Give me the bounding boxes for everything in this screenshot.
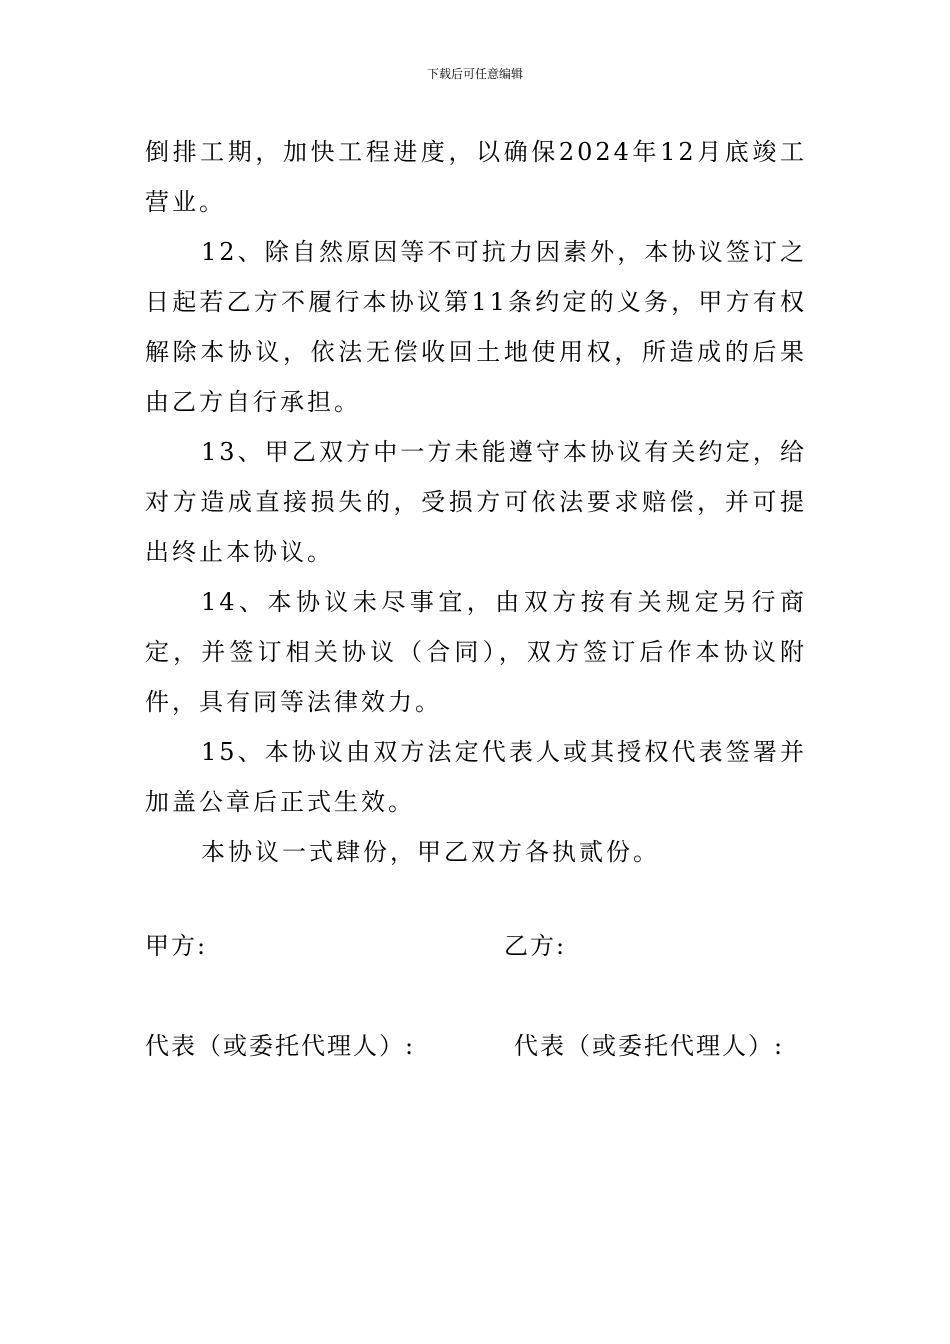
paragraph-continuation: 倒排工期，加快工程进度，以确保2024年12月底竣工营业。 — [145, 138, 807, 216]
clause-15: 15、本协议由双方法定代表人或其授权代表签署并加盖公章后正式生效。 — [145, 738, 807, 816]
party-b-representative-label: 代表（或委托代理人）: — [514, 1032, 785, 1060]
party-a-representative-label: 代表（或委托代理人）: — [145, 1032, 416, 1060]
clause-13: 13、甲乙双方中一方未能遵守本协议有关约定，给对方造成直接损失的，受损方可依法要求赔偿，并可提出终止本协议。 — [145, 438, 807, 566]
clause-12: 12、除自然原因等不可抗力因素外，本协议签订之日起若乙方不履行本协议第11条约定的义务，甲方有权解除本协议，依法无偿收回土地使用权，所造成的后果由乙方自行承担。 — [145, 238, 807, 416]
agreement-body — [145, 127, 807, 877]
party-b-label: 乙方: — [504, 932, 567, 960]
party-a-label: 甲方: — [145, 932, 208, 960]
clause-14: 14、本协议未尽事宜，由双方按有关规定另行商定，并签订相关协议（合同），双方签订后作本协议附件，具有同等法律效力。 — [145, 588, 807, 716]
page-header: 下载后可任意编辑 — [426, 67, 523, 81]
copies-statement: 本协议一式肆份，甲乙双方各执贰份。 — [201, 838, 660, 866]
